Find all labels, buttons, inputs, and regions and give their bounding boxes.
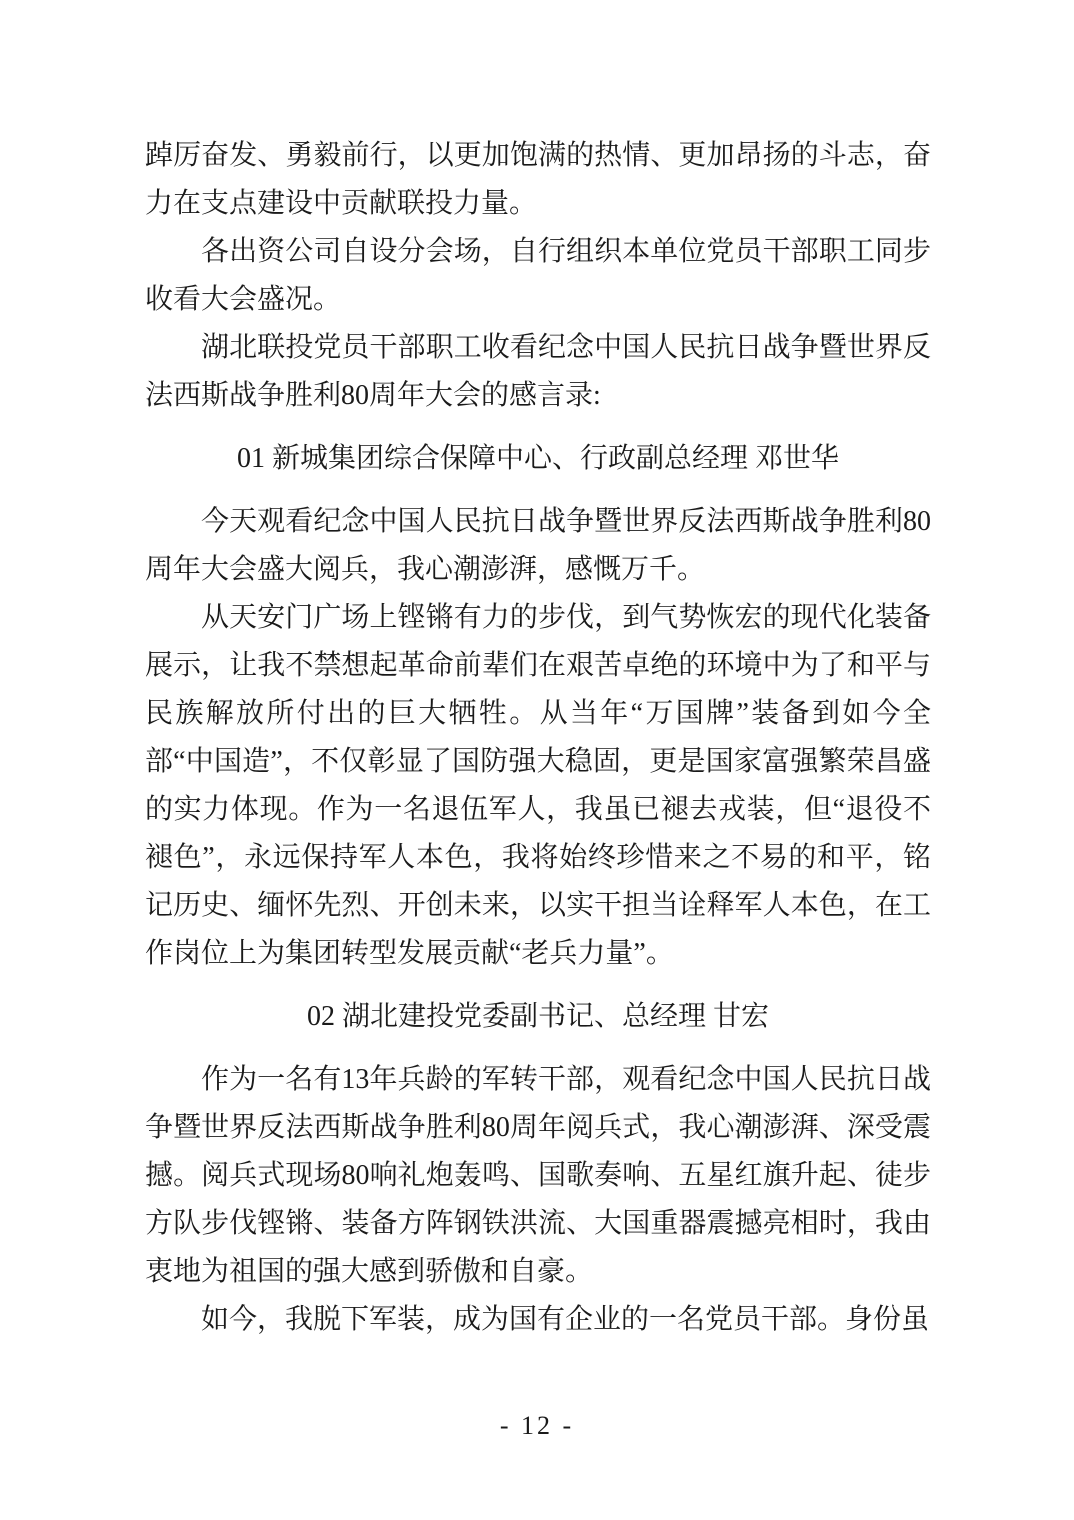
paragraph: 今天观看纪念中国人民抗日战争暨世界反法西斯战争胜利80周年大会盛大阅兵，我心潮澎湃，感慨万千。 [145,506,931,585]
paragraph: 如今，我脱下军装，成为国有企业的一名党员干部。身份虽 [201,1304,930,1335]
paragraph: 作为一名有13年兵龄的军转干部，观看纪念中国人民抗日战争暨世界反法西斯战争胜利80周年阅兵式，我心潮澎湃、深受震撼。阅兵式现场80响礼炮轰鸣、国歌奏响、五星红旗升起、徒步方队步伐铿锵、装备方阵钢铁洪流、大国重器震撼亮相时，我由衷地为祖国的强大感到骄傲和自豪。 [145,1064,931,1287]
paragraph: 湖北联投党员干部职工收看纪念中国人民抗日战争暨世界反法西斯战争胜利80周年大会的感言录: [145,332,931,411]
section-heading-02: 02 湖北建投党委副书记、总经理 甘宏 [306,1001,769,1032]
paragraph-continued: 踔厉奋发、勇毅前行，以更加饱满的热情、更加昂扬的斗志，奋力在支点建设中贡献联投力量。 [145,140,931,219]
document-body [145,132,931,1344]
section-heading-01: 01 新城集团综合保障中心、行政副总经理 邓世华 [236,443,839,474]
paragraph: 各出资公司自设分会场，自行组织本单位党员干部职工同步收看大会盛况。 [145,236,931,315]
paragraph: 从天安门广场上铿锵有力的步伐，到气势恢宏的现代化装备展示，让我不禁想起革命前辈们在艰苦卓绝的环境中为了和平与民族解放所付出的巨大牺牲。从当年“万国牌”装备到如今全部“中国造”，不仅彰显了国防强大稳固，更是国家富强繁荣昌盛的实力体现。作为一名退伍军人，我虽已褪去戎装，但“退役不褪色”，永远保持军人本色，我将始终珍惜来之不易的和平，铭记历史、缅怀先烈、开创未来，以实干担当诠释军人本色，在工作岗位上为集团转型发展贡献“老兵力量”。 [145,602,931,969]
page-number: - 12 - [499,1411,575,1440]
